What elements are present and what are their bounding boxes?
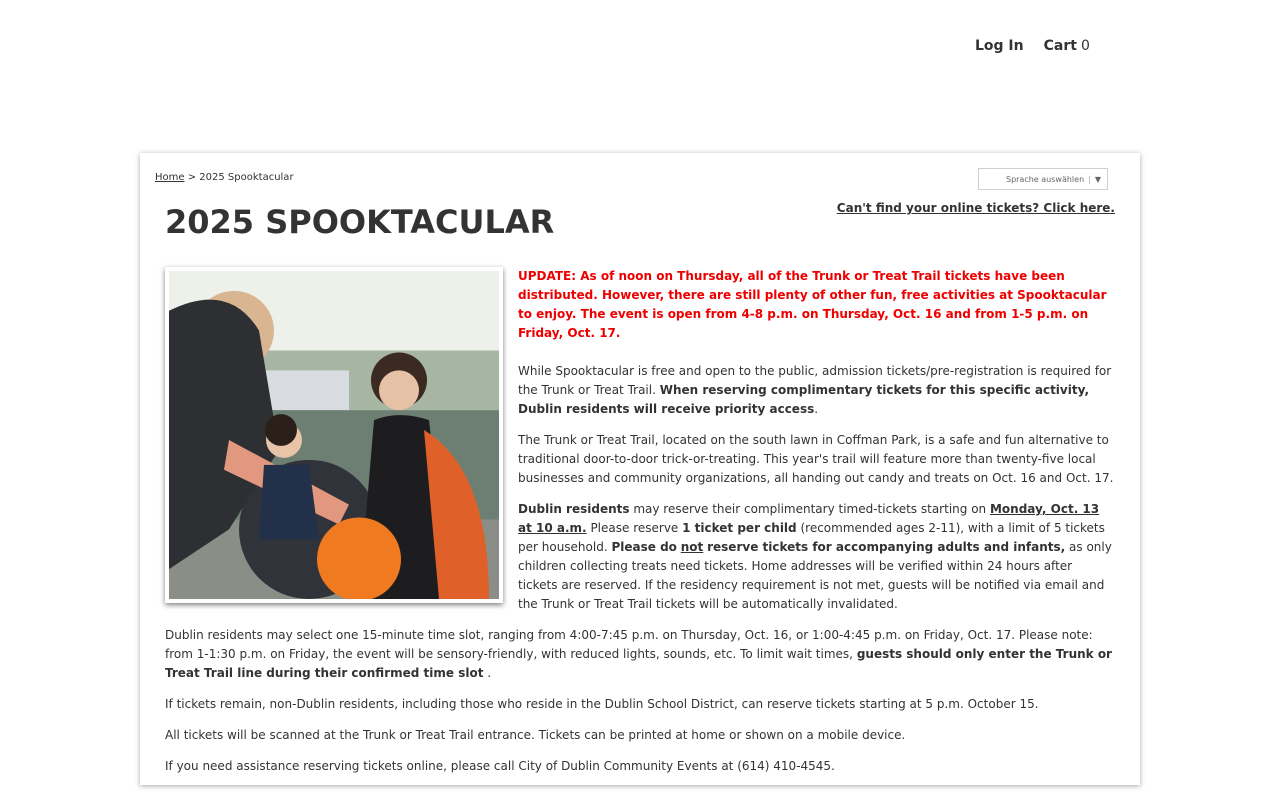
breadcrumb-separator: >	[187, 172, 197, 183]
language-select-label: Sprache auswählen	[1005, 174, 1085, 184]
login-link[interactable]: Log In	[975, 38, 1024, 54]
reserve-start-date: Monday, Oct. 13 at 10 a.m.	[518, 502, 1100, 535]
page-content	[165, 267, 1115, 788]
paragraph-scanning: All tickets will be scanned at the Trunk or Treat Trail entrance. Tickets can be printed at home or shown on a mobile device.	[165, 728, 906, 742]
paragraph-time-slots	[165, 626, 1115, 683]
update-alert: UPDATE: As of noon on Thursday, all of the Trunk or Treat Trail tickets have been distributed. However, there are still plenty of other fun, free activities at Spooktacular to enjoy. The event is open from 4-8 p.m. on Thursday, Oct. 16 and from 1-5 p.m. on Friday, Oct. 17.	[518, 269, 1107, 340]
reserve-start-text: may reserve their complimentary timed-tickets starting on	[633, 502, 987, 516]
priority-access-text: When reserving complimentary tickets for this specific activity, Dublin residents will receive priority access	[518, 383, 1090, 416]
ticket-per-child-text: 1 ticket per child	[682, 521, 797, 535]
breadcrumb	[155, 172, 294, 183]
language-select[interactable]	[978, 168, 1108, 190]
not-text: not	[680, 540, 704, 554]
language-select-divider: |	[1088, 174, 1091, 184]
ticket-limit-text: (recommended ages 2-11), with a limit of 5 tickets per household.	[518, 521, 1105, 554]
please-do-text: Please do	[611, 540, 677, 554]
event-photo	[165, 267, 503, 603]
event-photo-illustration	[169, 271, 499, 599]
top-nav	[975, 38, 1090, 54]
confirmed-slot-text: guests should only enter the Trunk or Treat Trail line during their confirmed time slot	[165, 647, 1112, 680]
time-slots-period: .	[487, 666, 492, 680]
cant-find-tickets-link[interactable]: Can't find your online tickets? Click here.	[836, 201, 1115, 215]
chevron-down-icon: ▼	[1094, 174, 1101, 184]
paragraph-trail-description: The Trunk or Treat Trail, located on the south lawn in Coffman Park, is a safe and fun alternative to traditional door-to-door trick-or-treating. This year's trail will feature more than twenty-five local businesses and community organizations, all handing out candy and treats on Oct. 16 and Oct. 17.	[518, 433, 1114, 485]
breadcrumb-current: 2025 Spooktacular	[199, 172, 294, 183]
paragraph-assistance: If you need assistance reserving tickets online, please call City of Dublin Community Events at (614) 410-4545.	[165, 759, 835, 773]
no-adults-text: reserve tickets for accompanying adults and infants,	[707, 540, 1066, 554]
residency-verification-text: as only children collecting treats need tickets. Home addresses will be verified within 24 hours after tickets are reserved. If the residency requirement is not met, guests will be notified via email and the Trunk or Treat Trail tickets will be automatically invalidated.	[518, 540, 1112, 611]
main-panel	[140, 153, 1140, 785]
cart-count: 0	[1080, 38, 1090, 54]
dublin-residents-label: Dublin residents	[518, 502, 630, 516]
cart-link[interactable]	[1044, 38, 1090, 54]
time-slots-text: Dublin residents may select one 15-minute time slot, ranging from 4:00-7:45 p.m. on Thursday, Oct. 16, or 1:00-4:45 p.m. on Friday, Oct. 17. Please note: from 1-1:30 p.m. on Friday, the event will be sensory-friendly, with reduced lights, sounds, etc. To limit wait times,	[165, 628, 1093, 661]
paragraph-non-residents: If tickets remain, non-Dublin residents, including those who reside in the Dublin School District, can reserve tickets starting at 5 p.m. October 15.	[165, 697, 1039, 711]
page-title: 2025 SPOOKTACULAR	[165, 203, 555, 241]
cart-label: Cart	[1043, 38, 1077, 54]
admission-text: While Spooktacular is free and open to the public, admission tickets/pre-registration is required for the Trunk or Treat Trail.	[518, 364, 1112, 397]
admission-period: .	[814, 402, 819, 416]
breadcrumb-home-link[interactable]: Home	[155, 172, 185, 183]
please-reserve-text: Please reserve	[590, 521, 679, 535]
